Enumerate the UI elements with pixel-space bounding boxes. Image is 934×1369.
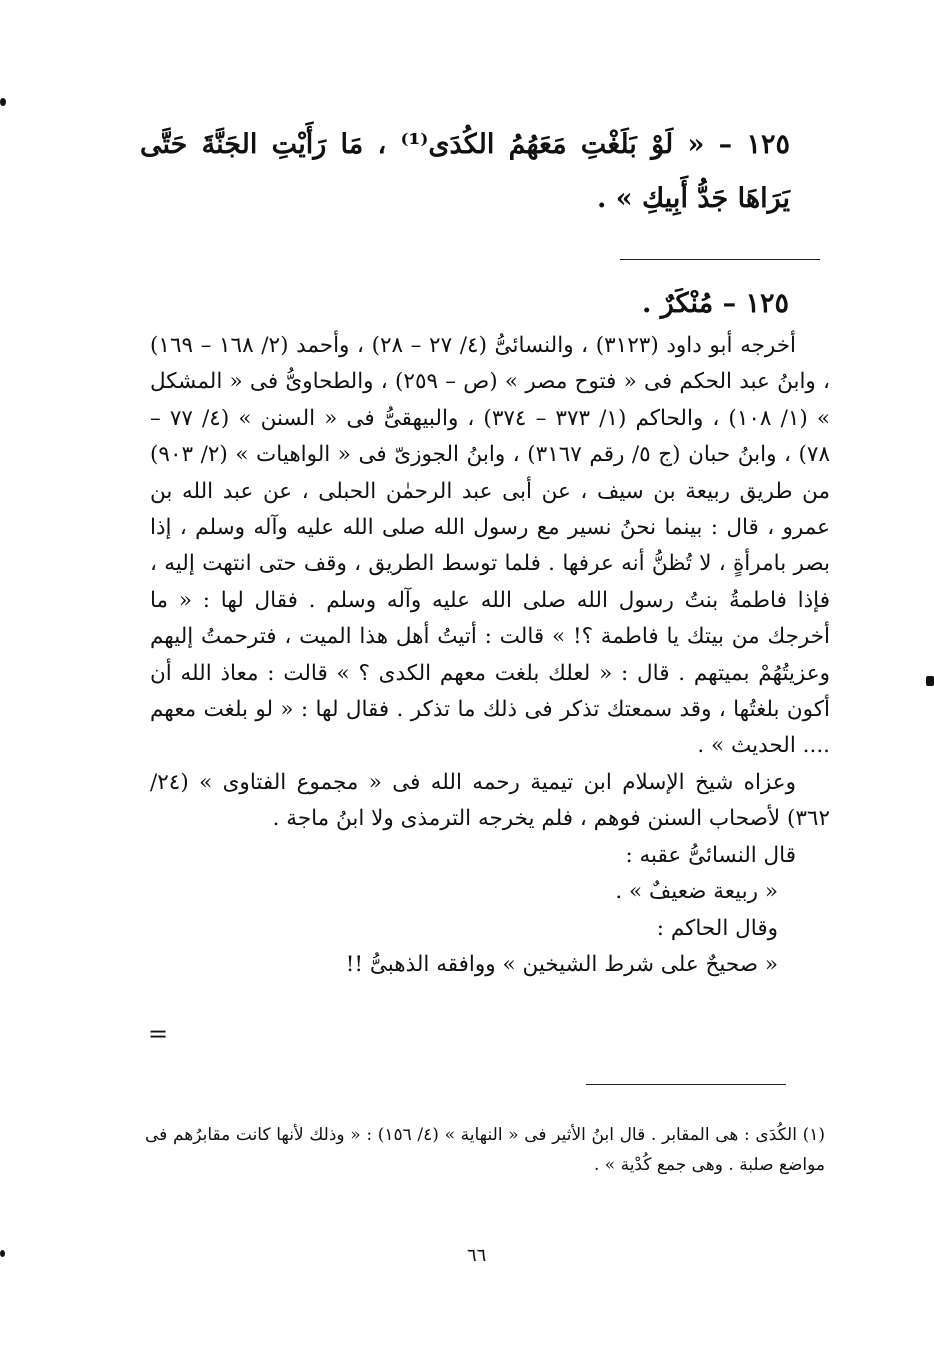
takhrij-paragraph: أخرجه أبو داود (٣١٢٣) ، والنسائىُّ (٤/ ٢٧ – ٢٨) ، وأحمد (٢/ ١٦٨ – ١٦٩) ، وابنُ عبد الحكم فى « فتوح مصر » (ص – ٢٥٩) ، والطحاوىُّ فى « المشكل » (١/ ١٠٨) ، والحاكم (١/ ٣٧٣ – ٣٧٤) ، والبيهقىُّ فى « السنن » (٤/ ٧٧ – ٧٨) ، وابنُ حبان (ج ٥/ رقم ٣١٦٧) ، وابنُ الجوزىّ فى « الواهيات » (٢/ ٩٠٣) من طريق ربيعة بن سيف ، عن أبى عبد الرحمٰن الحبلى ، عن عبد الله بن عمرو ، قال : بينما نحنُ نسير مع رسول الله صلى الله عليه وآله وسلم ، إذا بصر بامرأةٍ ، لا تُظنُّ أنه عرفها . فلما توسط الطريق ، وقف حتى انتهت إليه ، فإذا فاطمةُ بنتُ رسول الله صلى الله عليه وآله وسلم . فقال لها : « ما أخرجك من بيتك يا فاطمة ؟! » قالت : أتيتُ أهل هذا الميت ، فترحمتُ إليهم وعزيتُهُمْ بميتهم . قال : « لعلك بلغت معهم الكدى ؟ » قالت : معاذ الله أن أكون بلغتُها ، وقد سمعتك تذكر فى ذلك ما تذكر . فقال لها : « لو بلغت معهم .... الحديث » .: [150, 333, 831, 759]
hakim-comment-intro: وقال الحاكم :: [656, 915, 778, 941]
continuation-mark: =: [148, 1020, 169, 1048]
attribution-paragraph: وعزاه شيخ الإسلام ابن تيمية رحمه الله فى « مجموع الفتاوى » (٢٤/ ٣٦٢) لأصحاب السنن فوهم ، فلم يخرجه الترمذى ولا ابنُ ماجة .: [150, 769, 830, 832]
section-divider-top: [620, 259, 820, 260]
page-number: ٦٦: [467, 1245, 487, 1266]
nasai-comment-intro: قال النسائىُّ عقبه :: [625, 842, 796, 868]
commentary-body: [150, 328, 830, 983]
nasai-comment-quote: « ربيعة ضعيفٌ » .: [615, 879, 778, 905]
footnote: (١) الكُدَى : هى المقابر . قال ابنُ الأثير فى « النهاية » (٤/ ١٥٦) : « وذلك لأنها كانت مقابرُهم فى مواضع صلبة . وهى جمع كُدْية » .: [145, 1125, 825, 1175]
hadith-heading: ١٢٥ – « لَوْ بَلَغْتِ مَعَهُمُ الكُدَى⁽¹⁾ ، مَا رَأَيْتِ الجَنَّةَ حَتَّى يَرَاهَا جَدُّ أَبِيكِ » .: [140, 129, 790, 214]
hadith-verdict: ١٢٥ – مُنْكَرٌ .: [641, 288, 789, 319]
hakim-comment-quote: « صحيحٌ على شرط الشيخين » ووافقه الذهبىُّ !!: [345, 951, 778, 977]
scan-speck: [0, 1250, 5, 1257]
scan-speck: [0, 98, 6, 106]
scan-speck: [926, 676, 934, 686]
footnote-divider: [586, 1084, 786, 1085]
